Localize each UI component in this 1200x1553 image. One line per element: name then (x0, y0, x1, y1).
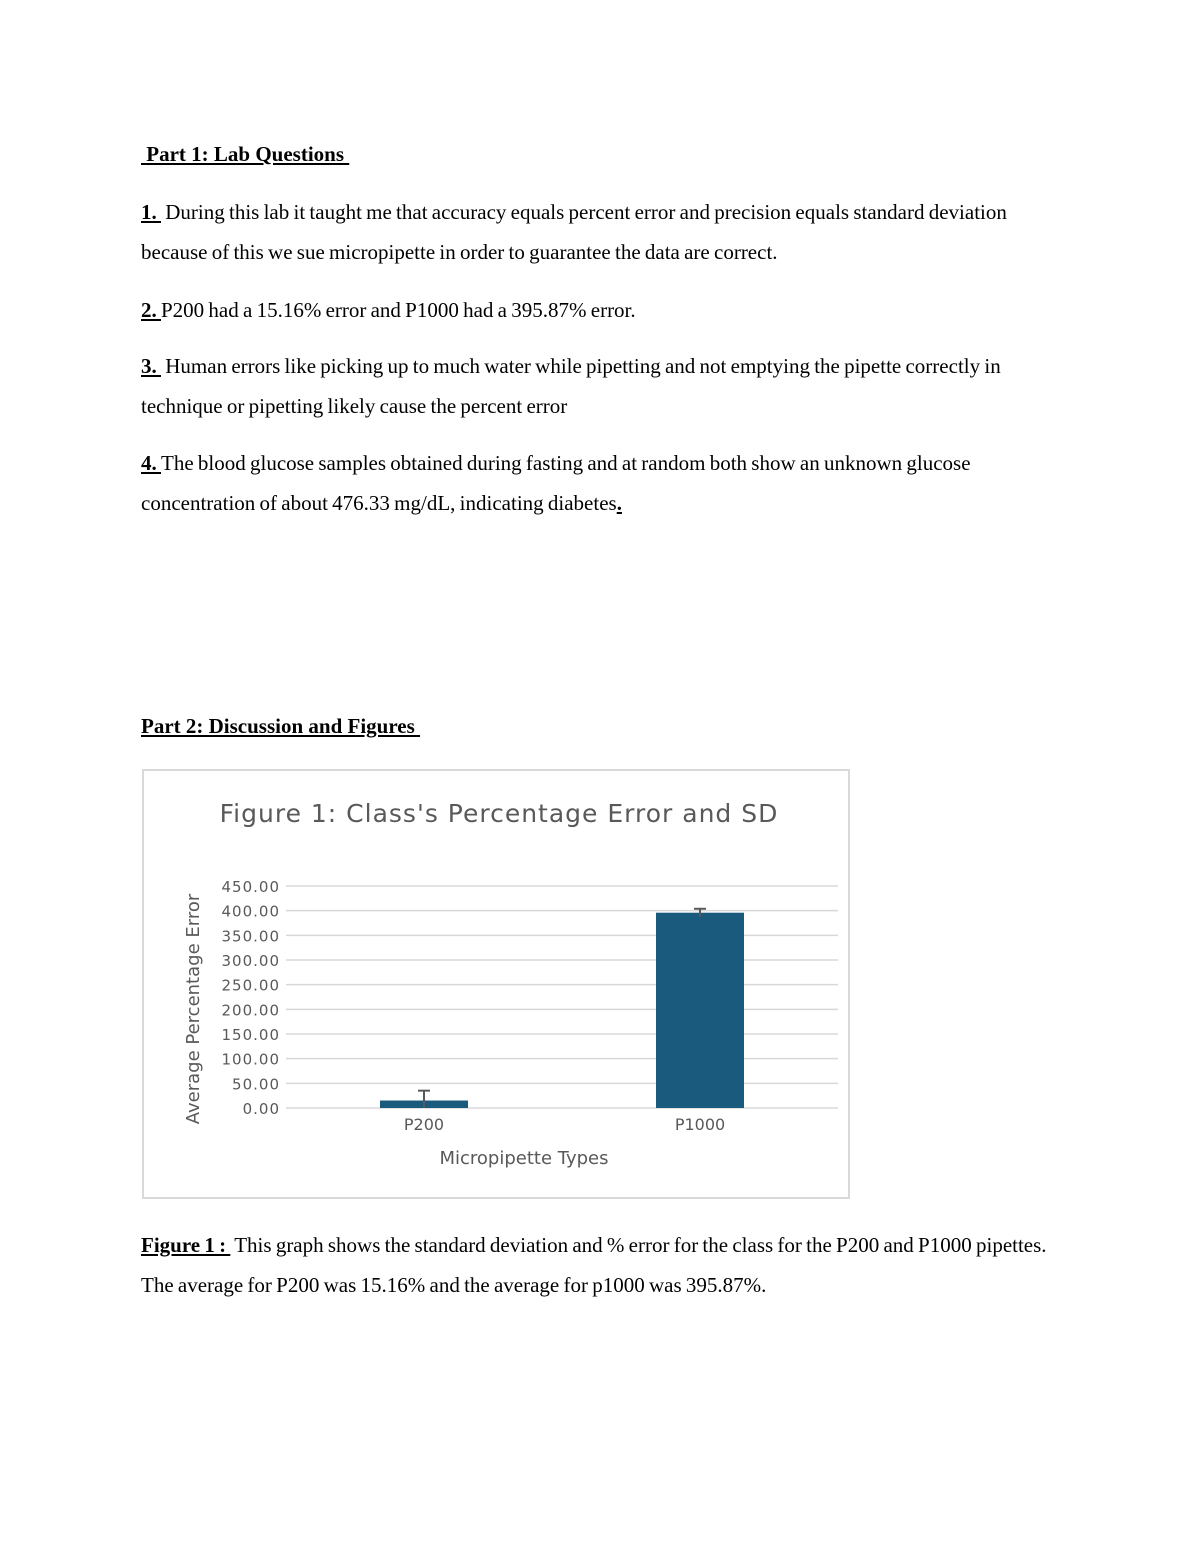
y-tick-label: 250.00 (221, 976, 280, 995)
question-4-number: 4. (141, 451, 161, 475)
figure-1-caption (141, 1225, 1061, 1305)
figure-1-caption-text: This graph shows the standard deviation and % error for the class for the P200 and P1000 pipettes. The average for P200 was 15.16% and the average for p1000 was 395.87%. (141, 1233, 1047, 1297)
question-4-text: The blood glucose samples obtained during fasting and at random both show an unknown glucose concentration of about 476.33 mg/dL, indicating diabetes (141, 451, 971, 515)
question-3-number: 3. (141, 354, 161, 378)
question-1-number: 1. (141, 200, 161, 224)
question-1-text: During this lab it taught me that accuracy equals percent error and precision equals standard deviation because of this we sue micropipette in order to guarantee the data are correct. (141, 200, 1007, 264)
x-tick-label: P1000 (674, 1115, 726, 1134)
x-tick-label: P200 (403, 1115, 445, 1134)
y-tick-label: 200.00 (221, 1001, 280, 1020)
y-tick-label: 400.00 (221, 902, 280, 921)
part1-heading: Part 1: Lab Questions (141, 142, 350, 166)
y-tick-label: 150.00 (221, 1026, 280, 1044)
question-4-end: . (616, 491, 622, 515)
chart-plot-area (144, 771, 848, 1197)
question-3-text: Human errors like picking up to much water while pipetting and not emptying the pipette correctly in technique or pipetting likely cause the percent error (141, 354, 1001, 418)
y-tick-label: 100.00 (221, 1050, 280, 1069)
question-2-number: 2. (141, 298, 161, 322)
question-2 (141, 290, 1061, 330)
part2-heading: Part 2: Discussion and Figures (141, 714, 421, 738)
y-tick-label: 0.00 (242, 1100, 280, 1118)
chart-y-axis-label: Average Percentage Error (183, 893, 204, 1125)
question-4 (141, 443, 1061, 523)
figure-1-caption-label: Figure 1 : (141, 1233, 231, 1257)
y-tick-label: 300.00 (221, 952, 280, 970)
chart-x-axis-label: Micropipette Types (439, 1148, 609, 1169)
y-tick-label: 450.00 (221, 878, 280, 896)
y-tick-label: 350.00 (221, 927, 280, 946)
chart-title: Figure 1: Class's Percentage Error and SD (219, 799, 779, 828)
y-tick-label: 50.00 (232, 1075, 280, 1094)
question-3 (141, 346, 1061, 426)
question-1 (141, 192, 1061, 272)
question-2-text: P200 had a 15.16% error and P1000 had a 395.87% error. (161, 298, 636, 322)
bar-p1000 (656, 913, 744, 1108)
figure-1-chart (142, 769, 850, 1199)
